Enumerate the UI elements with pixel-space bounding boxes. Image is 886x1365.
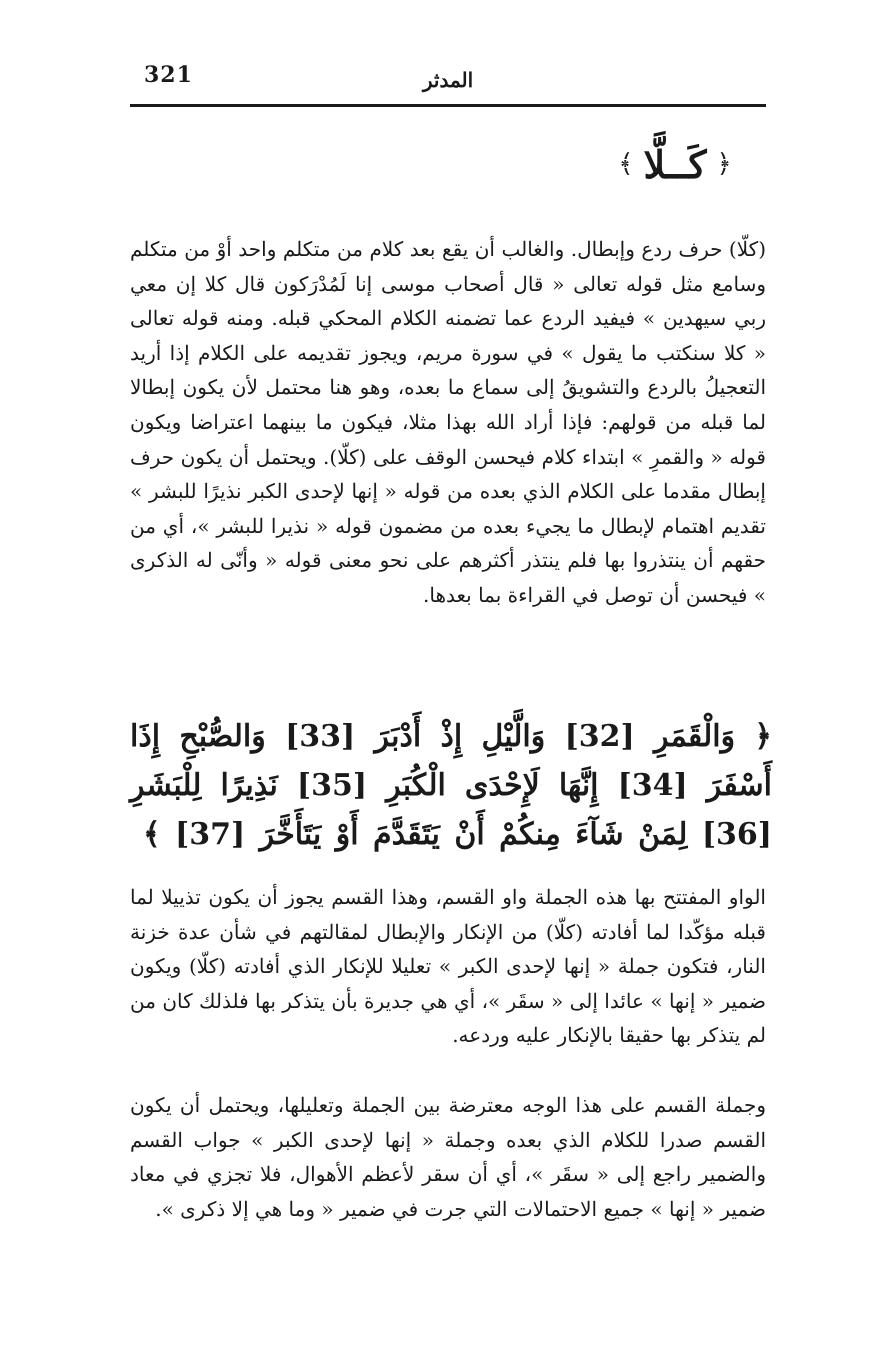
ornament-close-icon: ﴾ [618, 149, 634, 179]
section-heading-word: كَــلَّا [643, 141, 707, 187]
section-heading [585, 140, 765, 188]
quran-verse-block: ﴿ وَالْقَمَرِ [32] وَالَّيْلِ إِذْ أَدْبَرَ [33] وَالصُّبْحِ إِذَا أَسْفَرَ [34] إِنَّهَا لَإِحْدَى الْكُبَرِ [35] نَذِيرًا لِلْبَشَرِ [36] لِمَنْ شَآءَ مِنكُمْ أَنْ يَتَقَدَّمَ أَوْ يَتَأَخَّرَ [37] ﴾ [130, 719, 773, 852]
header-divider [130, 104, 766, 107]
page-number: 321 [144, 62, 193, 88]
commentary-paragraph-3: وجملة القسم على هذا الوجه معترضة بين الجملة وتعليلها، ويحتمل أن يكون القسم صدرا للكلام الذي بعده وجملة « إنها لإحدى الكبر » جواب القسم والضمير راجع إلى « سقَر »، أي أن سقر لأعظم الأهوال، فلا تجزي في معاد ضمير « إنها » جميع الاحتمالات التي جرت في ضمير « وما هي إلا ذكرى ». [130, 1093, 766, 1221]
running-title: المدثر [422, 68, 474, 92]
ornament-open-icon: ﴿ [716, 149, 732, 179]
page-header [130, 58, 766, 106]
commentary-paragraph-2: الواو المفتتح بها هذه الجملة واو القسم، وهذا القسم يجوز أن يكون تذييلا لما قبله مؤكّدا لما أفادته (كلّا) من الإنكار والإبطال لمقالتهم في شأن عدة خزنة النار، فتكون جملة « إنها لإحدى الكبر » تعليلا للإنكار الذي أفادته (كلّا) ويكون ضمير « إنها » عائدا إلى « سقَر »، أي هي جديرة بأن يتذكر بها فلذلك كان من لم يتذكر بها حقيقا بالإنكار عليه وردعه. [130, 885, 766, 1048]
commentary-paragraph-1: (كلّا) حرف ردع وإبطال. والغالب أن يقع بعد كلام من متكلم واحد أوْ من متكلم وسامع مثل قوله تعالى « قال أصحاب موسى إنا لَمُدْرَكون قال كلا إن معي ربي سيهدين » فيفيد الردع عما تضمنه الكلام المحكي قبله. ومنه قوله تعالى « كلا سنكتب ما يقول » في سورة مريم، ويجوز تقديمه على الكلام إذا أريد التعجيلُ بالردع والتشويقُ إلى سماع ما بعده، وهو هنا محتمل لأن يكون إبطالا لما قبله من قولهم: فإذا أراد الله بهذا مثلا، فيكون ما بينهما اعتراضا ويكون قوله « والقمرِ » ابتداء كلام فيحسن الوقف على (كلّا). ويحتمل أن يكون حرف إبطال مقدما على الكلام الذي بعده من قوله « إنها لإحدى الكبر نذيرًا للبشر » تقديم اهتمام لإبطال ما يجيء بعده من مضمون قوله « نذيرا للبشر »، أي من حقهم أن ينتذروا بها فلم ينتذر أكثرهم على نحو معنى قوله « وأنّى له الذكرى » فيحسن أن توصل في القراءة بما بعدها. [130, 237, 766, 607]
